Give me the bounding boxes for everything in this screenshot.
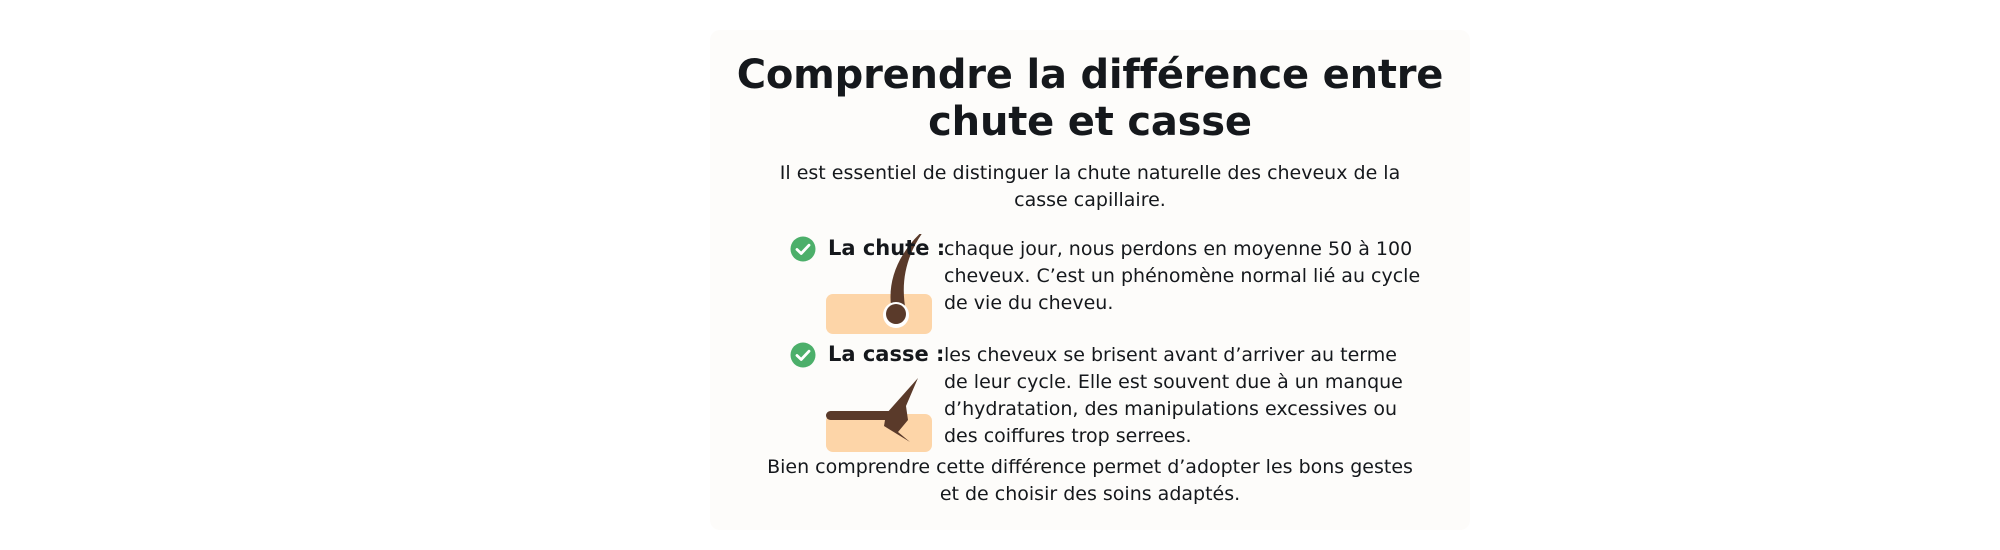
item-label: La casse : bbox=[828, 342, 945, 366]
intro-text: Il est essentiel de distinguer la chute naturelle des cheveux de la casse capillaire. bbox=[779, 162, 1401, 211]
item-casse bbox=[790, 340, 1430, 450]
item-label: La chute : bbox=[828, 236, 946, 260]
item-description: les cheveux se brisent avant d’arriver au terme de leur cycle. Elle est souvent due à un manque d’hydratation, des manipulations excessives ou des coiffures trop serrees. bbox=[944, 344, 1403, 447]
check-circle-icon bbox=[790, 342, 816, 368]
item-chute bbox=[790, 234, 1430, 344]
check-circle-icon bbox=[790, 236, 816, 262]
page-title: Comprendre la différence entre chute et casse bbox=[736, 52, 1444, 145]
outro-text: Bien comprendre cette différence permet d’adopter les bons gestes et de choisir des soins adaptés. bbox=[767, 456, 1413, 505]
item-description: chaque jour, nous perdons en moyenne 50 à 100 cheveux. C’est un phénomène normal lié au cycle de vie du cheveu. bbox=[944, 238, 1421, 314]
